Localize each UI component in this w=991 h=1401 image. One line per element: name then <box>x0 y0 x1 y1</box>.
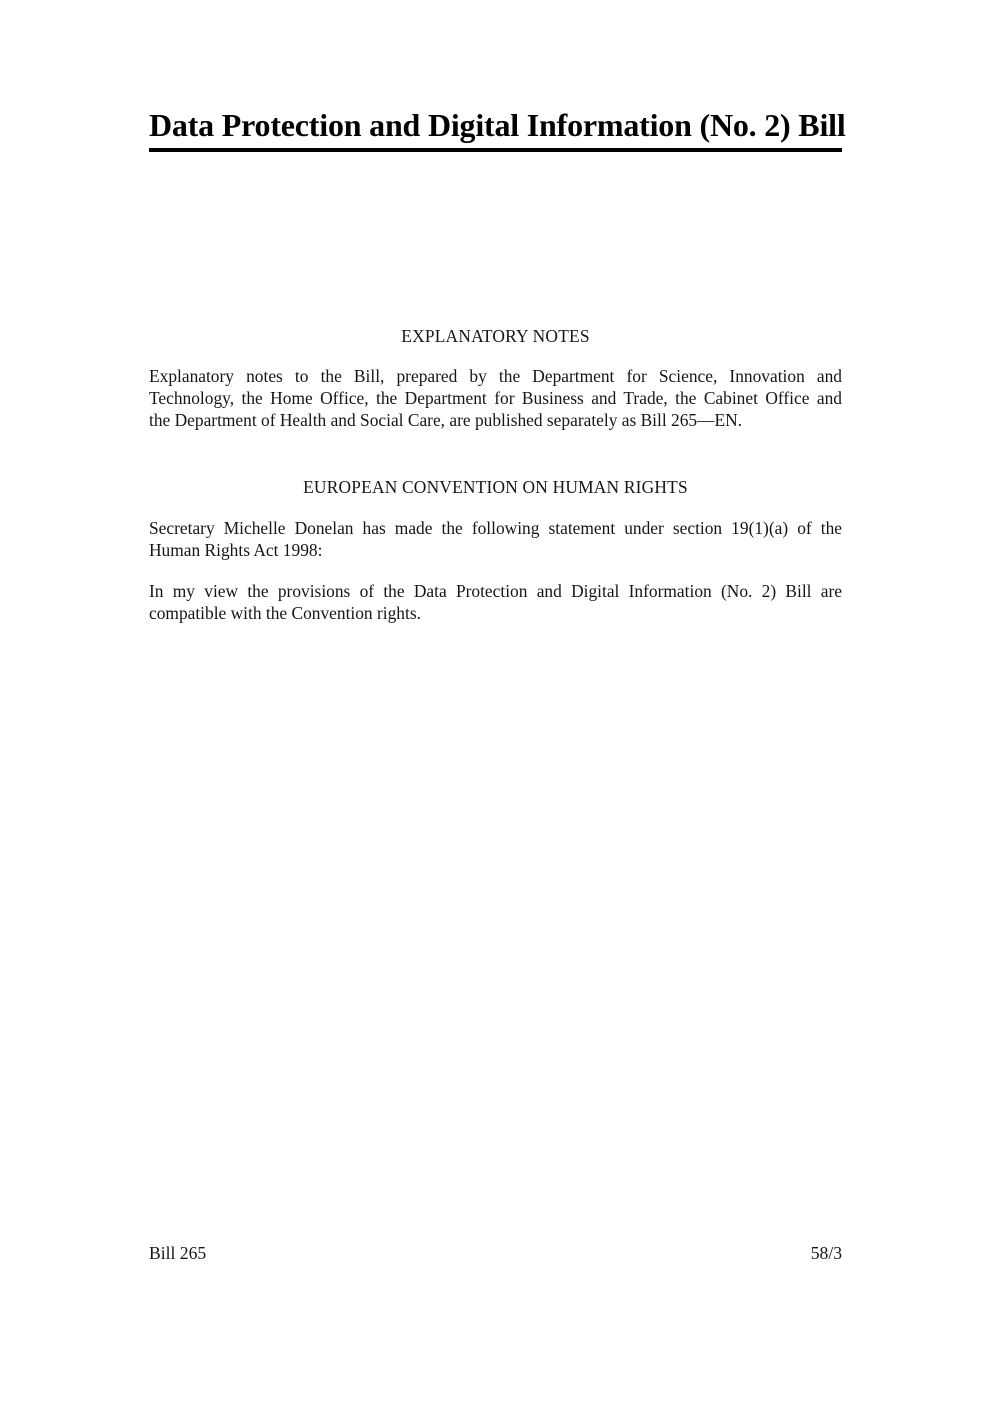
title-block <box>149 106 846 152</box>
explanatory-notes-paragraph <box>149 366 842 431</box>
footer-bill-number: Bill 265 <box>149 1243 207 1263</box>
paragraph-line: Secretary Michelle Donelan has made the following statement under section 19(1)(a) of the <box>149 518 842 538</box>
paragraph-line: the Department of Health and Social Care, are published separately as Bill 265—EN. <box>149 409 743 430</box>
page-title: Data Protection and Digital Information (No. 2) Bill <box>149 107 846 143</box>
echr-statement-paragraph <box>149 518 842 562</box>
title-double-rule <box>149 148 842 152</box>
paragraph-line: In my view the provisions of the Data Protection and Digital Information (No. 2) Bill are <box>149 581 842 601</box>
echr-view-paragraph <box>149 581 842 625</box>
paragraph-line: Explanatory notes to the Bill, prepared by the Department for Science, Innovation and <box>149 366 842 386</box>
explanatory-notes-heading: EXPLANATORY NOTES <box>401 326 590 346</box>
page-footer <box>149 1242 842 1264</box>
footer-session-number: 58/3 <box>810 1243 842 1263</box>
paragraph-line: Human Rights Act 1998: <box>149 539 323 560</box>
paragraph-line: compatible with the Convention rights. <box>149 602 421 623</box>
echr-heading: EUROPEAN CONVENTION ON HUMAN RIGHTS <box>303 477 688 497</box>
paragraph-line: Technology, the Home Office, the Department for Business and Trade, the Cabinet Office and <box>149 387 842 408</box>
